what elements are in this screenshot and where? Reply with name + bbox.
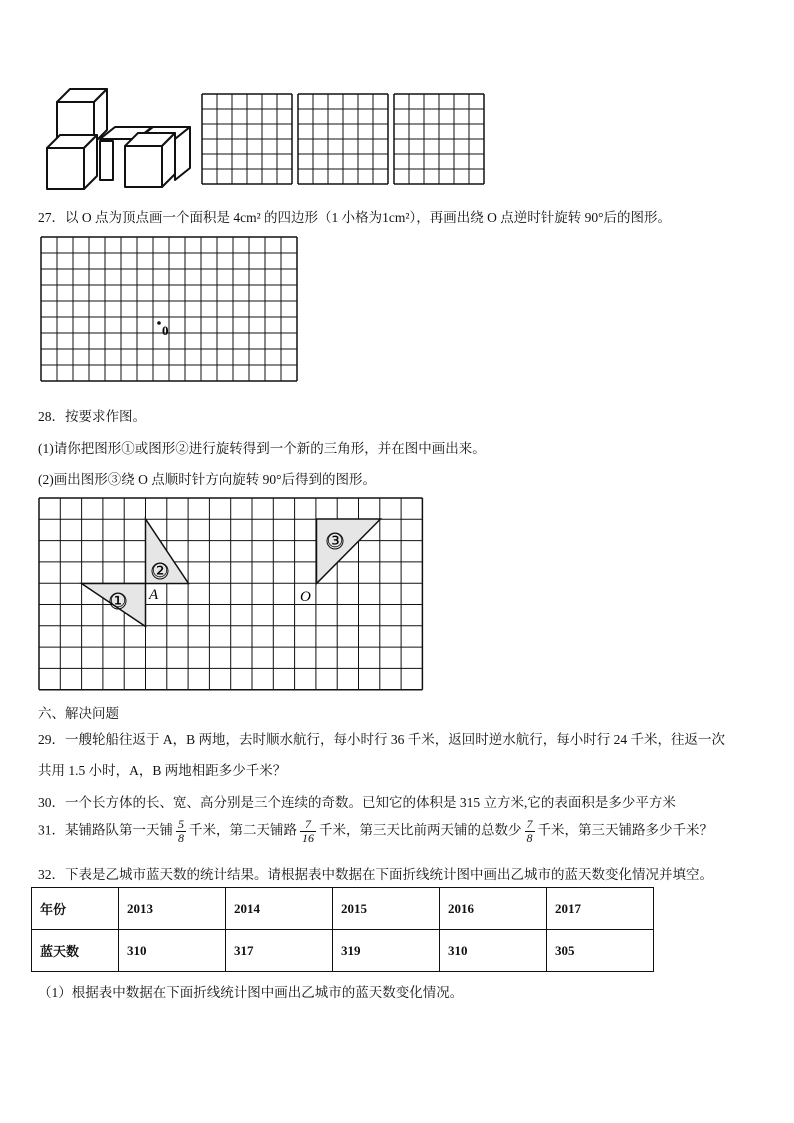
point-a-label: A [149, 587, 159, 603]
table-cell: 305 [547, 930, 654, 972]
q28-grid[interactable] [38, 497, 424, 692]
fraction-1: $\frac{5}{8}$ [178, 817, 184, 845]
q26-grid-2[interactable] [297, 93, 389, 185]
point-o-dot [157, 321, 161, 325]
q32-text: 32．下表是乙城市蓝天数的统计结果。请根据表中数据在下面折线统计图中画出乙城市的蓝天数变化情况并填空。 [38, 867, 713, 882]
shape-3-label: ③ [326, 531, 344, 552]
fraction-3: $\frac{7}{8}$ [526, 817, 533, 845]
table-cell: 310 [119, 930, 226, 972]
fraction-2: $\frac{7}{16}$ [302, 817, 314, 845]
q28-part2: (2)画出图形③绕 O 点顺时针方向旋转 90°后得到的图形。 [38, 472, 377, 487]
point-o-label: O [300, 589, 311, 605]
q30-text: 30．一个长方体的长、宽、高分别是三个连续的奇数。已知它的体积是 315 立方米,它的表面积是多少平方米 [38, 795, 676, 810]
cube-figure [40, 84, 200, 196]
q31-part3: 千米，第三天比前两天铺的总数少 [319, 822, 522, 838]
shape-1-label: ① [109, 591, 127, 612]
table-row [32, 930, 654, 972]
q26-grid-1[interactable] [201, 93, 293, 185]
table-cell: 2015 [333, 888, 440, 930]
q31-part1: 31．某铺路队第一天铺 [38, 822, 173, 838]
table-cell: 317 [226, 930, 333, 972]
table-cell: 310 [440, 930, 547, 972]
table-cell: 2013 [119, 888, 226, 930]
q28-title: 28．按要求作图。 [38, 409, 146, 424]
table-cell: 2017 [547, 888, 654, 930]
table-cell: 319 [333, 930, 440, 972]
q27-point-label: 0 [162, 323, 169, 338]
grid-lines [394, 94, 484, 184]
q32-sub1: （1）根据表中数据在下面折线统计图中画出乙城市的蓝天数变化情况。 [38, 985, 464, 1000]
q27-grid[interactable] [40, 236, 299, 393]
q31-part4: 千米，第三天铺路多少千米？ [537, 822, 713, 838]
table-cell: 2014 [226, 888, 333, 930]
q27-text: 27．以 O 点为顶点画一个面积是 4cm² 的四边形（1 小格为1cm²），再画出绕 O 点逆时针旋转 90°后的图形。 [38, 210, 671, 225]
blue-sky-table [31, 887, 654, 972]
q26-grid-3[interactable] [393, 93, 485, 185]
grid-lines [298, 94, 388, 184]
grid-lines [202, 94, 292, 184]
grid-lines [41, 237, 297, 381]
table-cell: 2016 [440, 888, 547, 930]
q29-line1: 29．一艘轮船往返于 A，B 两地，去时顺水航行，每小时行 36 千米，返回时逆水航行，每小时行 24 千米，往返一次 [38, 732, 726, 747]
q31-text [38, 818, 713, 845]
q31-part2: 千米，第二天铺路 [189, 822, 297, 838]
section-title: 六、解决问题 [38, 706, 119, 721]
q29-line2: 共用 1.5 小时，A，B 两地相距多少千米？ [38, 763, 287, 778]
shape-2-label: ② [151, 561, 169, 582]
table-row [32, 888, 654, 930]
q28-part1: (1)请你把图形①或图形②进行旋转得到一个新的三角形，并在图中画出来。 [38, 441, 486, 456]
table-cell: 蓝天数 [32, 930, 119, 972]
table-cell: 年份 [32, 888, 119, 930]
